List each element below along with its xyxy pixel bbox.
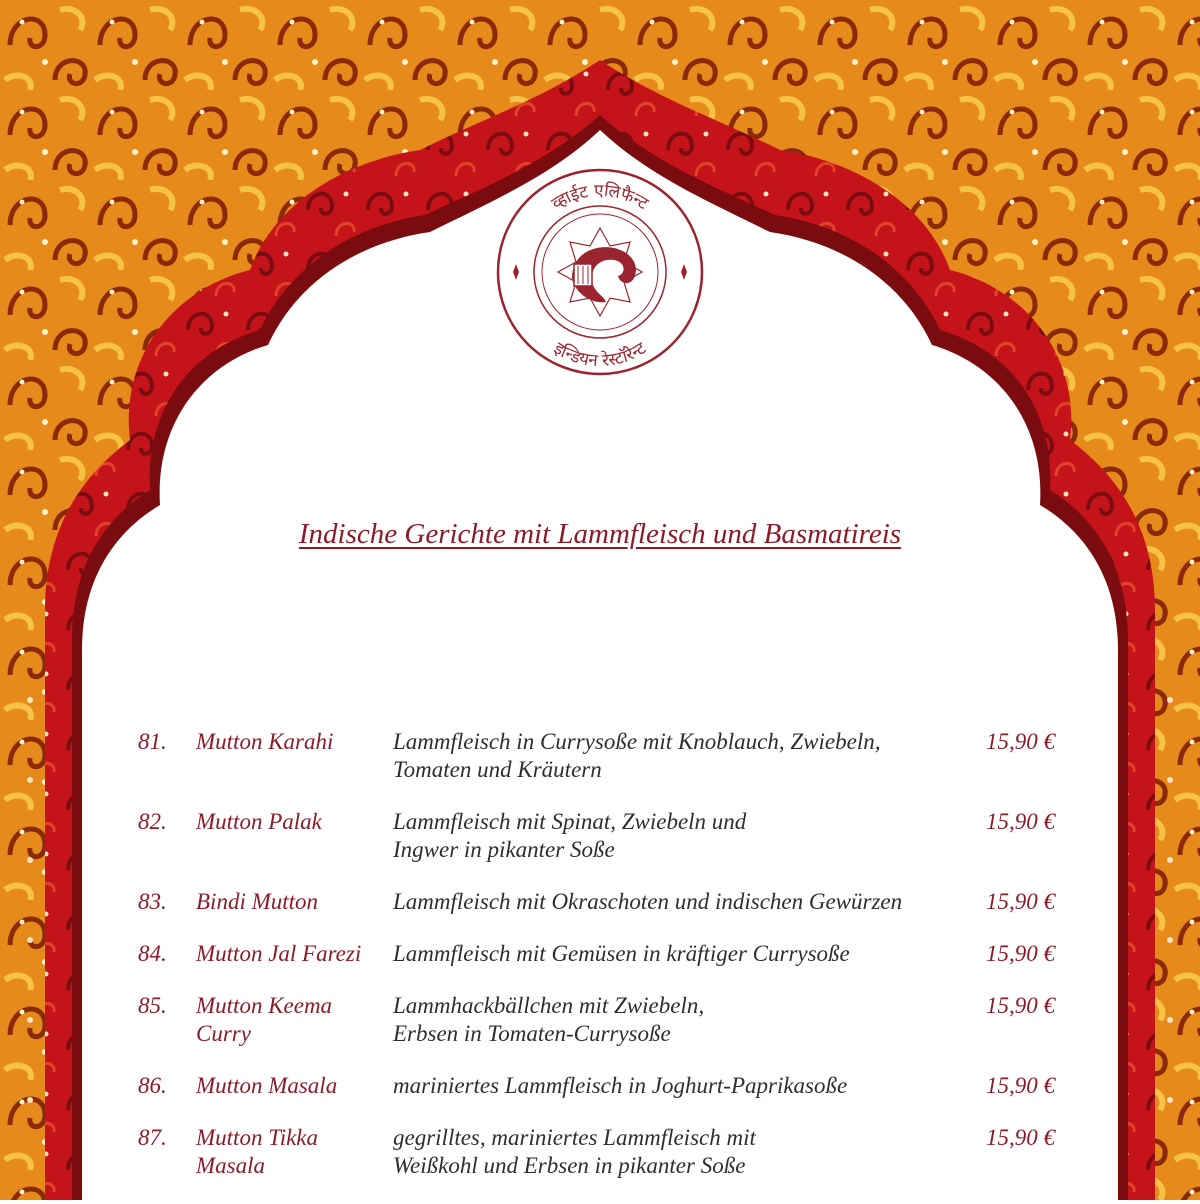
description-line: Erbsen in Tomaten-Currysoße <box>393 1021 671 1046</box>
item-name: Mutton Palak <box>196 809 322 834</box>
item-name: Mutton Keema Curry <box>196 993 333 1046</box>
item-price: 15,90 € <box>986 729 1055 754</box>
item-number: 82. <box>138 809 167 834</box>
description-line: Lammfleisch mit Gemüsen in kräftiger Currysoße <box>393 941 850 966</box>
logo-top-text: व्हाईट एलिफैन्ट <box>548 180 652 215</box>
description-line: Lammfleisch mit Okraschoten und indischen Gewürzen <box>393 889 903 914</box>
item-price: 15,90 € <box>986 1125 1055 1150</box>
description-line: gegrilltes, mariniertes Lammfleisch mit <box>393 1125 756 1150</box>
menu-item <box>138 728 1078 784</box>
description-line: Lammfleisch mit Spinat, Zwiebeln und <box>393 809 747 834</box>
item-price: 15,90 € <box>986 809 1055 834</box>
item-description <box>393 728 978 784</box>
item-description <box>393 1072 978 1100</box>
item-price: 15,90 € <box>986 941 1055 966</box>
item-description <box>393 888 978 916</box>
item-number: 81. <box>138 729 167 754</box>
menu-item <box>138 1124 1078 1180</box>
logo-bottom-text: इन्डियन रेस्टॉरेन्ट <box>550 338 650 372</box>
item-price: 15,90 € <box>986 1073 1055 1098</box>
description-line: Tomaten und Kräutern <box>393 757 602 782</box>
item-description <box>393 940 978 968</box>
menu-item <box>138 888 1078 916</box>
item-number: 83. <box>138 889 167 914</box>
item-number: 86. <box>138 1073 167 1098</box>
item-number: 85. <box>138 993 167 1018</box>
item-number: 87. <box>138 1125 167 1150</box>
item-name: Mutton Jal Farezi <box>196 941 362 966</box>
item-description <box>393 808 978 864</box>
menu-item <box>138 1072 1078 1100</box>
menu-item <box>138 808 1078 864</box>
menu-item <box>138 992 1078 1048</box>
item-name: Mutton Tikka Masala <box>196 1125 319 1178</box>
section-title: Indische Gerichte mit Lammfleisch und Basmatireis <box>298 518 902 550</box>
item-number: 84. <box>138 941 167 966</box>
item-price: 15,90 € <box>986 889 1055 914</box>
description-line: Lammfleisch in Currysoße mit Knoblauch, Zwiebeln, <box>393 729 881 754</box>
restaurant-logo-seal <box>494 166 706 378</box>
item-description <box>393 1124 978 1180</box>
item-name: Mutton Masala <box>196 1073 338 1098</box>
item-name: Bindi Mutton <box>196 889 319 914</box>
description-line: mariniertes Lammfleisch in Joghurt-Paprikasoße <box>393 1073 848 1098</box>
description-line: Weißkohl und Erbsen in pikanter Soße <box>393 1153 746 1178</box>
menu-list <box>138 728 1078 1204</box>
description-line: Lammhackbällchen mit Zwiebeln, <box>393 993 705 1018</box>
item-price: 15,90 € <box>986 993 1055 1018</box>
item-description <box>393 992 978 1048</box>
description-line: Ingwer in pikanter Soße <box>393 837 615 862</box>
menu-item <box>138 940 1078 968</box>
item-name: Mutton Karahi <box>196 729 334 754</box>
